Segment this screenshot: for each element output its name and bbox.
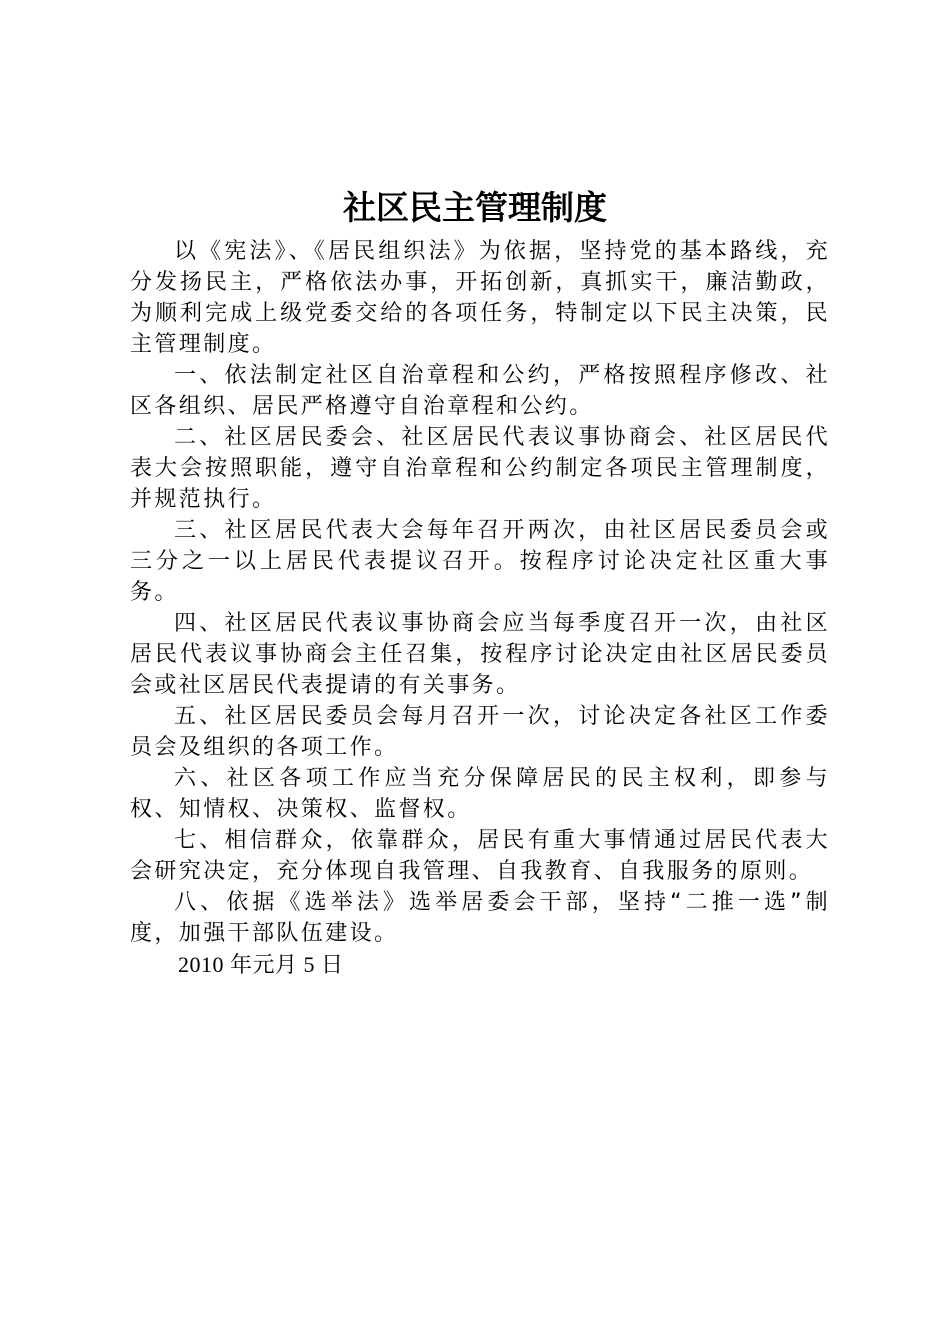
paragraph-item-5: 五、社区居民委员会每月召开一次，讨论决定各社区工作委员会及组织的各项工作。: [130, 704, 830, 760]
paragraph-intro: 以《宪法》、《居民组织法》为依据，坚持党的基本路线，充分发扬民主，严格依法办事，开拓创新，真抓实干，廉洁勤政，为顺利完成上级党委交给的各项任务，特制定以下民主决策，民主管理制度。: [130, 239, 830, 357]
paragraph-item-7: 七、相信群众，依靠群众，居民有重大事情通过居民代表大会研究决定，充分体现自我管理、自我教育、自我服务的原则。: [130, 828, 830, 884]
paragraph-item-8: 八、依据《选举法》选举居委会干部，坚持“二推一选”制度，加强干部队伍建设。: [130, 890, 830, 946]
document-title: 社区民主管理制度: [343, 188, 607, 227]
paragraph-item-2: 二、社区居民委会、社区居民代表议事协商会、社区居民代表大会按照职能，遵守自治章程和公约制定各项民主管理制度，并规范执行。: [130, 425, 830, 512]
paragraph-item-1: 一、依法制定社区自治章程和公约，严格按照程序修改、社区各组织、居民严格遵守自治章程和公约。: [130, 363, 830, 419]
document-body: [130, 236, 830, 980]
paragraph-item-3: 三、社区居民代表大会每年召开两次，由社区居民委员会或三分之一以上居民代表提议召开。按程序讨论决定社区重大事务。: [130, 518, 830, 605]
document-date: 2010 年元月 5 日: [178, 952, 344, 977]
paragraph-item-4: 四、社区居民代表议事协商会应当每季度召开一次，由社区居民代表议事协商会主任召集，按程序讨论决定由社区居民委员会或社区居民代表提请的有关事务。: [130, 611, 830, 698]
paragraph-item-6: 六、社区各项工作应当充分保障居民的民主权利，即参与权、知情权、决策权、监督权。: [130, 766, 830, 822]
